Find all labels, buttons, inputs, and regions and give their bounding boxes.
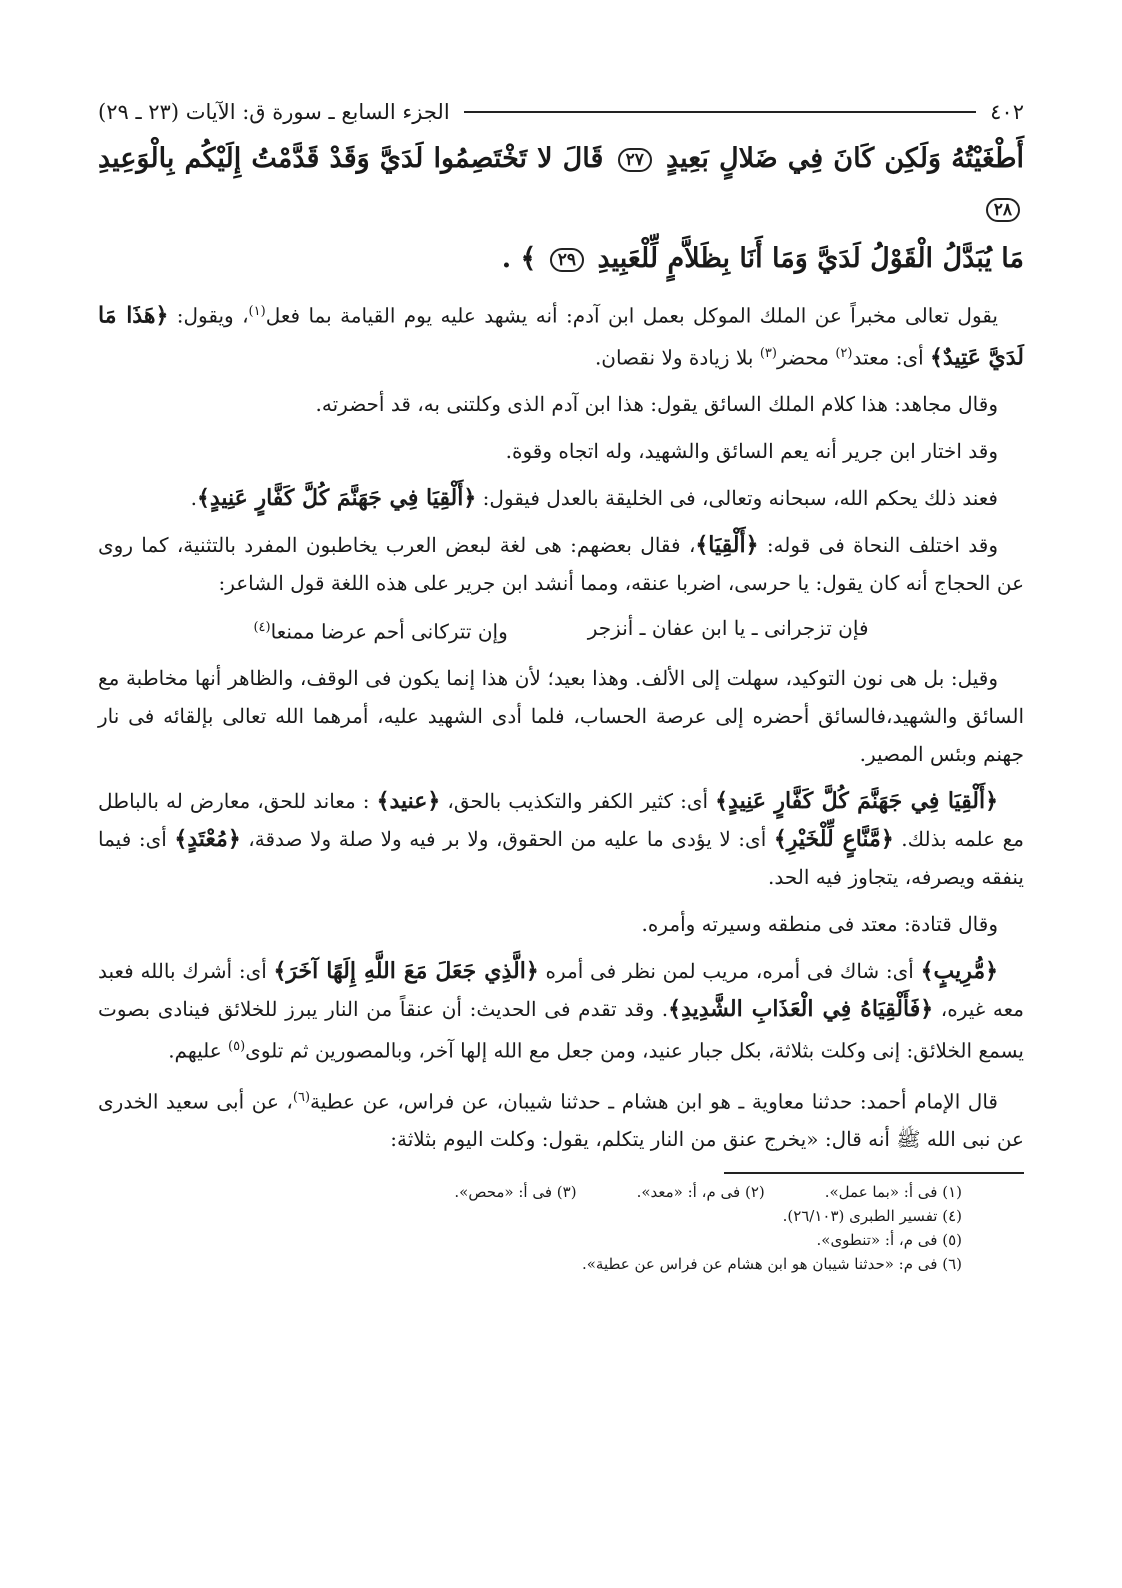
verse-number-badge: ٢٩ — [550, 248, 584, 272]
paragraph-8: وقال قتادة: معتد فى منطقه وسيرته وأمره. — [641, 911, 998, 936]
footnote-ref: (٦) — [292, 1089, 311, 1105]
text: أى: شاك فى أمره، مريب لمن نظر فى أمره — [538, 958, 921, 983]
quran-quote: ﴿الَّذِي جَعَلَ مَعَ اللَّهِ إِلَهًا آخَرَ﴾ — [273, 957, 539, 984]
quran-line-1 — [98, 134, 1024, 234]
footnote-5: (٥) فى م، أ: «تنطوى». — [816, 1231, 962, 1250]
verse-text: قَالَ لا تَخْتَصِمُوا لَدَيَّ وَقَدْ قَدَّمْتُ إِلَيْكُم بِالْوَعِيدِ — [98, 143, 604, 174]
quran-quote: ﴿أَلْقِيَا فِي جَهَنَّمَ كُلَّ كَفَّارٍ عَنِيدٍ﴾ — [196, 485, 477, 512]
verse-closing: ﴾ . — [501, 243, 537, 274]
header-rule — [464, 111, 976, 113]
paragraph-3: وقد اختار ابن جرير أنه يعم السائق والشهيد، وله اتجاه وقوة. — [505, 439, 998, 464]
text: عليهم. — [168, 1038, 229, 1063]
running-head: الجزء السابع ـ سورة ق: الآيات (٢٣ ـ ٢٩) — [98, 100, 450, 124]
text: أى: لا يؤدى ما عليه من الحقوق، ولا بر فيه ولا صلة ولا صدقة، — [240, 826, 774, 851]
text: ، عن أبى سعيد الخدرى عن نبى الله ﷺ أنه قال: «يخرج عنق من النار يتكلم، يقول: وكلت اليوم بثلاثة: — [98, 1089, 1024, 1152]
verse-number-badge: ٢٨ — [986, 198, 1020, 222]
footnote-ref: (٥) — [228, 1038, 246, 1054]
text: ، ويقول: — [168, 303, 249, 328]
paragraph-10 — [98, 1079, 1024, 1159]
quran-quote: ﴿هَذَا مَا لَدَيَّ عَتِيدٌ﴾ — [98, 302, 1024, 371]
quran-verses — [98, 134, 1024, 284]
paragraph-5 — [98, 526, 1024, 602]
paragraph-7 — [98, 782, 1024, 896]
verse-text: مَا يُبَدَّلُ الْقَوْلُ لَدَيَّ وَمَا أَنَا بِظَلاَّمٍ لِّلْعَبِيدِ — [597, 243, 1024, 274]
footnote-ref: (٢) — [835, 345, 853, 361]
book-page — [98, 92, 1024, 1276]
text: أى: فيما ينفقه ويصرفه، يتجاوز فيه الحد. — [98, 826, 1024, 889]
paragraph-2: وقال مجاهد: هذا كلام الملك السائق يقول: هذا ابن آدم الذى وكلتنى به، قد أحضرته. — [315, 392, 998, 417]
footnote-6: (٦) فى م: «حدثنا شيبان هو ابن هشام عن فراس عن عطية». — [581, 1255, 962, 1274]
footnote-separator — [724, 1172, 1024, 1174]
text: أى: أشرك بالله فعبد معه غيره، — [98, 958, 1024, 1021]
paragraph-1 — [98, 293, 1024, 376]
footnote-ref: (١) — [248, 304, 266, 319]
footnote-ref: (٤) — [253, 620, 271, 636]
footnote-row — [98, 1180, 962, 1204]
page-header — [98, 92, 1024, 132]
quran-line-2 — [98, 234, 1024, 284]
footnotes — [98, 1180, 1024, 1276]
text: : معاند للحق، معارض له بالباطل مع علمه بذلك. — [98, 788, 1025, 851]
quran-quote: ﴿أَلْقِيَا﴾ — [695, 532, 759, 559]
verse-number-badge: ٢٧ — [618, 148, 652, 172]
text: محضر — [776, 345, 836, 370]
text: بلا زيادة ولا نقصان. — [594, 345, 760, 370]
paragraph-6: وقيل: بل هى نون التوكيد، سهلت إلى الألف. وهذا بعيد؛ لأن هذا إنما يكون فى الوقف، والظاهر أنها مخاطبة مع السائق والشهيد،فالسائق أحضره إلى عرصة الحساب، فلما أدى الشهيد عليه، أمرهما الله تعالى بإلقائه فى نار جهنم وبئس المصير. — [98, 665, 1024, 766]
text: . وقد تقدم فى الحديث: أن عنقاً من النار يبرز للخلائق فينادى بصوت يسمع الخلائق: إنى وكلت بثلاثة، بكل جبار عنيد، ومن جعل مع الله إلها آخر، وبالمصورين ثم تلوى — [98, 996, 1024, 1063]
text: قال الإمام أحمد: حدثنا معاوية ـ هو ابن هشام ـ حدثنا شيبان، عن فراس، عن عطية — [310, 1089, 998, 1114]
verse-text: أَطْغَيْتُهُ وَلَكِن كَانَ فِي ضَلالٍ بَعِيدٍ — [665, 143, 1024, 174]
text: أى: كثير الكفر والتكذيب بالحق، — [440, 788, 716, 813]
quran-quote: ﴿مُعْتَدٍ﴾ — [174, 825, 241, 852]
footnote-4: (٤) تفسير الطبرى (٢٦/١٠٣). — [782, 1207, 962, 1226]
poem-hemistich-left — [253, 610, 507, 650]
footnote-2: (٢) فى م، أ: «معد». — [636, 1183, 765, 1202]
quran-quote: ﴿أَلْقِيَا فِي جَهَنَّمَ كُلَّ كَفَّارٍ عَنِيدٍ﴾ — [715, 787, 999, 814]
text: وإن تتركانى أحم عرضا ممنعا — [270, 619, 508, 644]
quran-quote: ﴿مَّنَّاعٍ لِّلْخَيْرِ﴾ — [773, 825, 894, 852]
poem-verse — [98, 610, 1024, 650]
paragraph-9 — [98, 952, 1024, 1070]
paragraph-4 — [98, 479, 1024, 517]
quran-quote: ﴿فَأَلْقِيَاهُ فِي الْعَذَابِ الشَّدِيدِ﴾ — [668, 995, 934, 1022]
quran-quote: ﴿مُّرِيبٍ﴾ — [920, 957, 999, 984]
text: ، فقال بعضهم: هى لغة لبعض العرب يخاطبون المفرد بالتثنية، كما روى عن الحجاج أنه كان يقول: يا حرسى، اضربا عنقه، ومما أنشد ابن جرير على هذه اللغة قول الشاعر: — [98, 533, 1024, 596]
poem-hemistich-right: فإن تزجرانى ـ يا ابن عفان ـ أنزجر — [587, 616, 869, 641]
text: فعند ذلك يحكم الله، سبحانه وتعالى، فى الخليقة بالعدل فيقول: — [476, 486, 998, 511]
footnote-3: (٣) فى أ: «محص». — [454, 1183, 577, 1202]
page-number: ٤٠٢ — [990, 100, 1024, 124]
text: . — [190, 486, 197, 511]
text: أى: معتد — [852, 345, 931, 370]
footnote-1: (١) فى أ: «بما عمل». — [824, 1183, 962, 1202]
text: يقول تعالى مخبراً عن الملك الموكل بعمل ابن آدم: أنه يشهد عليه يوم القيامة بما فعل — [265, 303, 998, 328]
quran-quote: ﴿عنيد﴾ — [376, 787, 441, 814]
footnote-ref: (٣) — [759, 345, 777, 361]
text: وقد اختلف النحاة فى قوله: — [758, 533, 998, 558]
